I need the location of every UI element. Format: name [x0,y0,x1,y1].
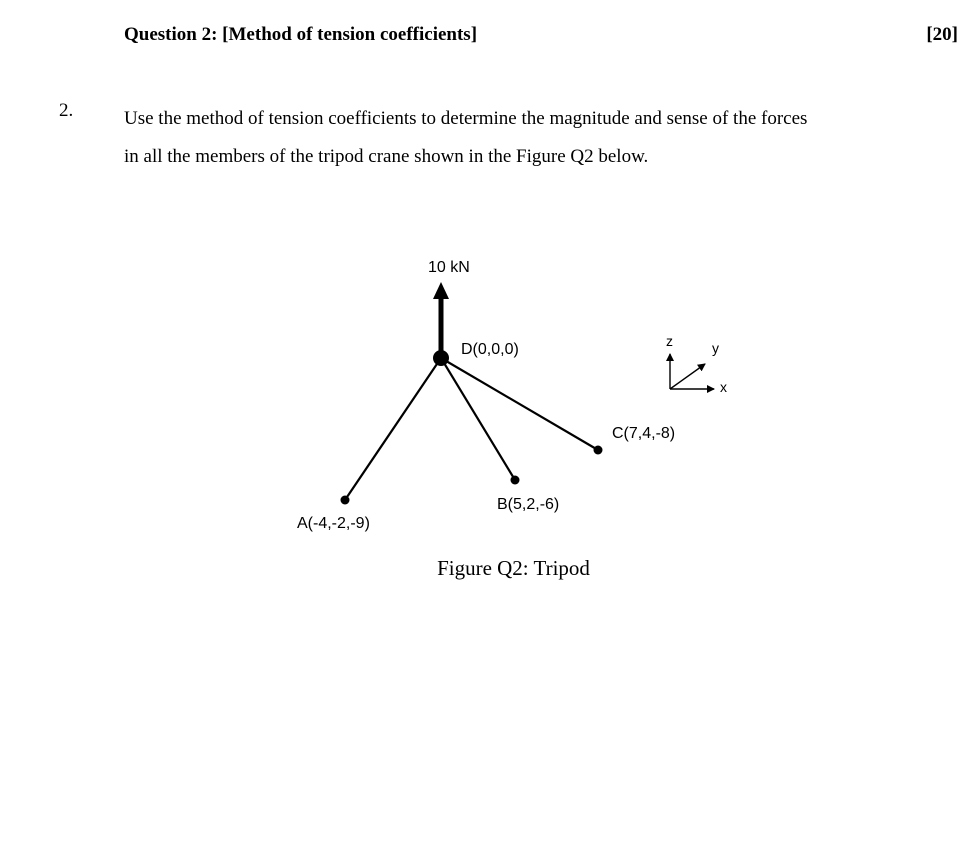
question-heading: Question 2: [Method of tension coefficients] [124,24,478,45]
load-label: 10 kN [428,259,470,276]
member-da [345,358,441,500]
y-axis [670,364,705,389]
member-dc [441,358,598,450]
z-axis-label: z [666,333,673,349]
node-c [594,446,603,455]
x-axis-label: x [720,379,727,395]
node-b [511,476,520,485]
axes-triad [666,333,727,395]
node-a [341,496,350,505]
label-c: C(7,4,-8) [612,425,676,442]
node-d [433,350,449,366]
question-marks: [20] [926,24,958,45]
figure-caption: Figure Q2: Tripod [437,556,590,580]
label-d: D(0,0,0) [461,341,519,358]
question-number: 2. [59,100,74,121]
question-text-line-2: in all the members of the tripod crane shown in the Figure Q2 below. [124,146,649,167]
question-text-line-1: Use the method of tension coefficients to determine the magnitude and sense of the forces [124,108,808,129]
member-db [441,358,515,480]
y-axis-label: y [712,340,719,356]
label-b: B(5,2,-6) [497,496,560,513]
load-arrow [433,282,449,358]
label-a: A(-4,-2,-9) [297,515,370,532]
